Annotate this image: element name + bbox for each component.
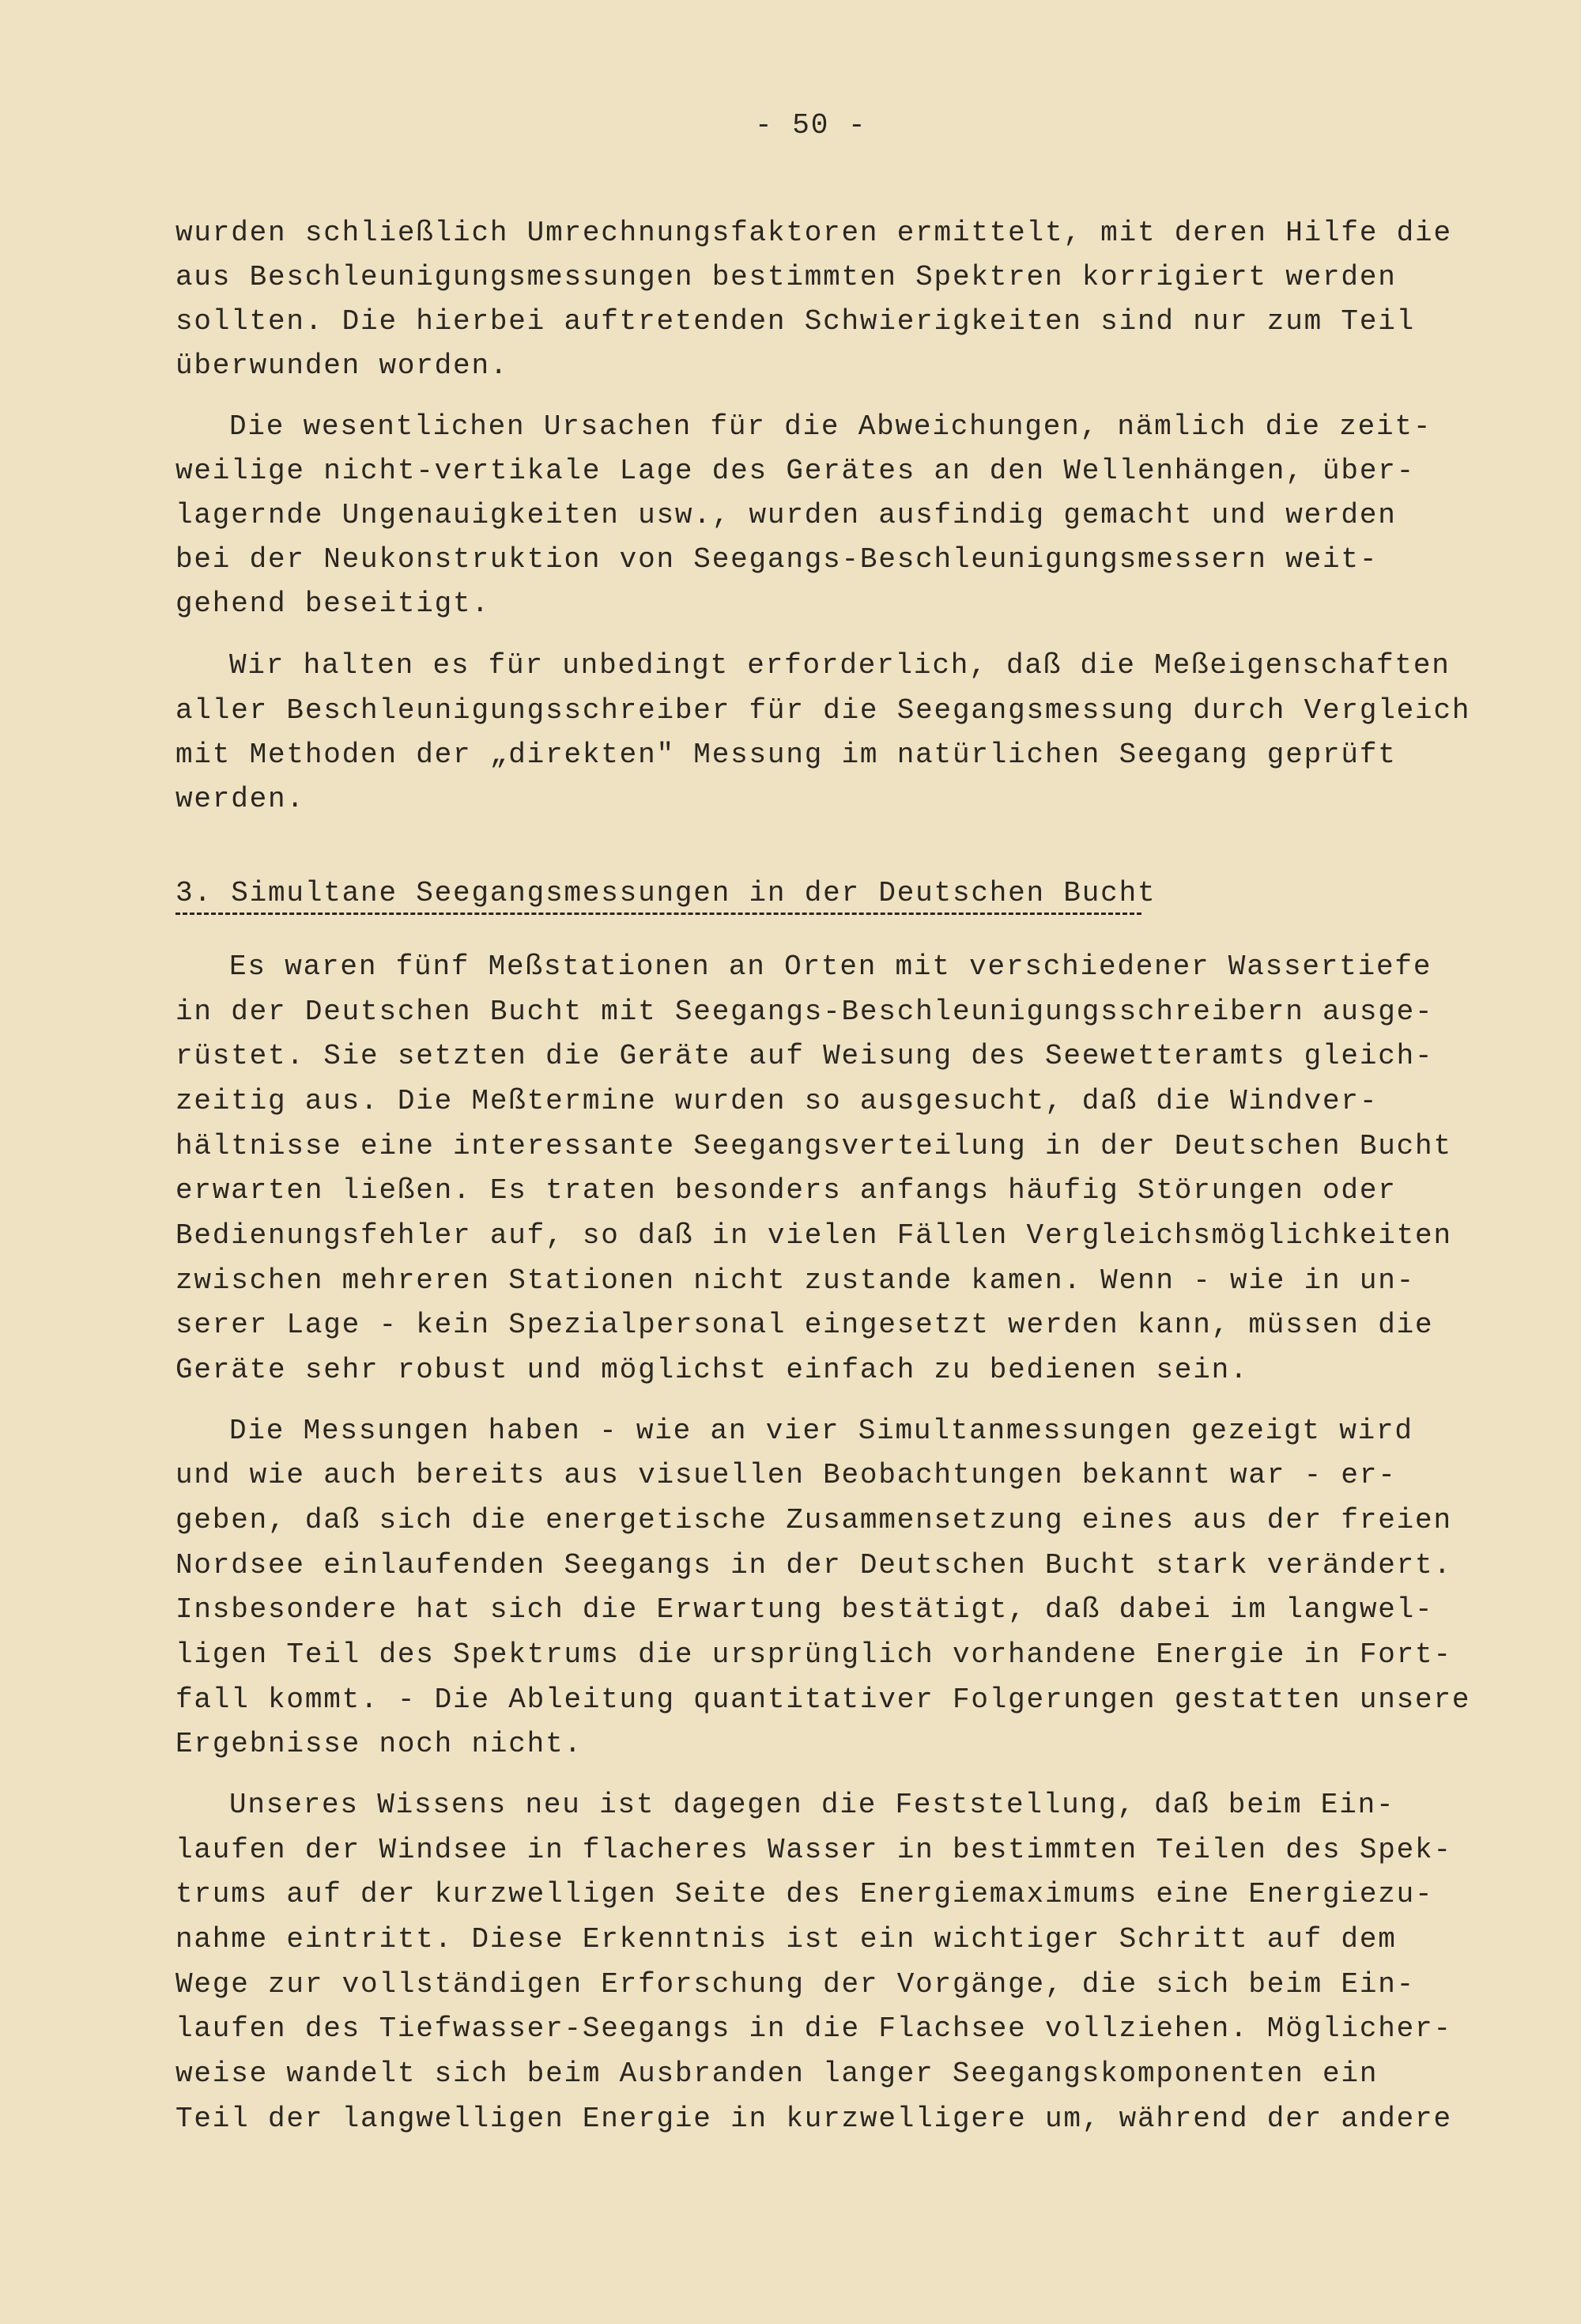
section-paragraph-3-line-5: Wege zur vollständigen Erforschung der Vorgänge, die sich beim Ein- xyxy=(175,1968,1416,2001)
page-number: - 50 - xyxy=(755,109,867,142)
section-paragraph-3-line-1: Unseres Wissens neu ist dagegen die Feststellung, daß beim Ein- xyxy=(229,1789,1395,1821)
section-paragraph-3-line-2: laufen der Windsee in flacheres Wasser in bestimmten Teilen des Spek- xyxy=(175,1834,1452,1866)
section-paragraph-2-line-6: ligen Teil des Spektrums die ursprünglich vorhandene Energie in Fort- xyxy=(175,1638,1452,1671)
paragraph-2-line-1: Die wesentlichen Ursachen für die Abweichungen, nämlich die zeit- xyxy=(229,410,1432,443)
section-paragraph-2-line-4: Nordsee einlaufenden Seegangs in der Deutschen Bucht stark verändert. xyxy=(175,1549,1452,1581)
paragraph-3-line-4: werden. xyxy=(175,783,305,815)
section-paragraph-1-line-5: hältnisse eine interessante Seegangsverteilung in der Deutschen Bucht xyxy=(175,1130,1452,1162)
section-heading-underline xyxy=(175,913,1141,915)
paragraph-2-line-4: bei der Neukonstruktion von Seegangs-Beschleunigungsmessern weit- xyxy=(175,543,1379,576)
paragraph-1-line-4: überwunden worden. xyxy=(175,350,509,382)
section-paragraph-3-line-4: nahme eintritt. Diese Erkenntnis ist ein wichtiger Schritt auf dem xyxy=(175,1923,1397,1956)
section-paragraph-2-line-3: geben, daß sich die energetische Zusammensetzung eines aus der freien xyxy=(175,1504,1452,1536)
section-paragraph-3-line-8: Teil der langwelligen Energie in kurzwelligere um, während der andere xyxy=(175,2103,1452,2135)
section-paragraph-2-line-8: Ergebnisse noch nicht. xyxy=(175,1728,583,1760)
section-paragraph-1-line-1: Es waren fünf Meßstationen an Orten mit verschiedener Wassertiefe xyxy=(229,950,1432,983)
section-paragraph-1-line-8: zwischen mehreren Stationen nicht zustande kamen. Wenn - wie in un- xyxy=(175,1264,1416,1297)
section-heading: 3. Simultane Seegangsmessungen in der Deutschen Bucht xyxy=(175,877,1157,909)
paragraph-2-line-5: gehend beseitigt. xyxy=(175,588,490,620)
section-paragraph-3-line-6: laufen des Tiefwasser-Seegangs in die Flachsee vollziehen. Möglicher- xyxy=(175,2012,1452,2045)
section-paragraph-2-line-2: und wie auch bereits aus visuellen Beobachtungen bekannt war - er- xyxy=(175,1459,1397,1491)
section-paragraph-1-line-2: in der Deutschen Bucht mit Seegangs-Beschleunigungsschreibern ausge- xyxy=(175,996,1434,1028)
section-paragraph-1-line-9: serer Lage - kein Spezialpersonal eingesetzt werden kann, müssen die xyxy=(175,1309,1434,1341)
section-paragraph-3-line-3: trums auf der kurzwelligen Seite des Energiemaximums eine Energiezu- xyxy=(175,1878,1434,1910)
section-paragraph-2-line-7: fall kommt. - Die Ableitung quantitativer Folgerungen gestatten unsere xyxy=(175,1683,1471,1716)
section-paragraph-1-line-6: erwarten ließen. Es traten besonders anfangs häufig Störungen oder xyxy=(175,1174,1397,1207)
paragraph-3-line-2: aller Beschleunigungsschreiber für die Seegangsmessung durch Vergleich xyxy=(175,694,1471,727)
section-paragraph-1-line-7: Bedienungsfehler auf, so daß in vielen Fällen Vergleichsmöglichkeiten xyxy=(175,1219,1452,1252)
paragraph-3-line-1: Wir halten es für unbedingt erforderlich, daß die Meßeigenschaften xyxy=(229,649,1451,682)
paragraph-1-line-3: sollten. Die hierbei auftretenden Schwierigkeiten sind nur zum Teil xyxy=(175,305,1416,338)
paragraph-1-line-1: wurden schließlich Umrechnungsfaktoren ermittelt, mit deren Hilfe die xyxy=(175,217,1452,249)
section-paragraph-3-line-7: weise wandelt sich beim Ausbranden langer Seegangskomponenten ein xyxy=(175,2058,1379,2090)
section-paragraph-1-line-4: zeitig aus. Die Meßtermine wurden so ausgesucht, daß die Windver- xyxy=(175,1085,1379,1117)
section-paragraph-1-line-3: rüstet. Sie setzten die Geräte auf Weisung des Seewetteramts gleich- xyxy=(175,1040,1434,1072)
section-paragraph-1-line-10: Geräte sehr robust und möglichst einfach zu bedienen sein. xyxy=(175,1354,1249,1386)
paragraph-1-line-2: aus Beschleunigungsmessungen bestimmten Spektren korrigiert werden xyxy=(175,261,1397,293)
section-paragraph-2-line-5: Insbesondere hat sich die Erwartung bestätigt, daß dabei im langwel- xyxy=(175,1593,1434,1626)
paragraph-2-line-3: lagernde Ungenauigkeiten usw., wurden ausfindig gemacht und werden xyxy=(175,499,1397,531)
section-paragraph-2-line-1: Die Messungen haben - wie an vier Simultanmessungen gezeigt wird xyxy=(229,1415,1413,1447)
paragraph-2-line-2: weilige nicht-vertikale Lage des Gerätes an den Wellenhängen, über- xyxy=(175,455,1416,487)
paragraph-3-line-3: mit Methoden der „direkten" Messung im natürlichen Seegang geprüft xyxy=(175,739,1397,771)
